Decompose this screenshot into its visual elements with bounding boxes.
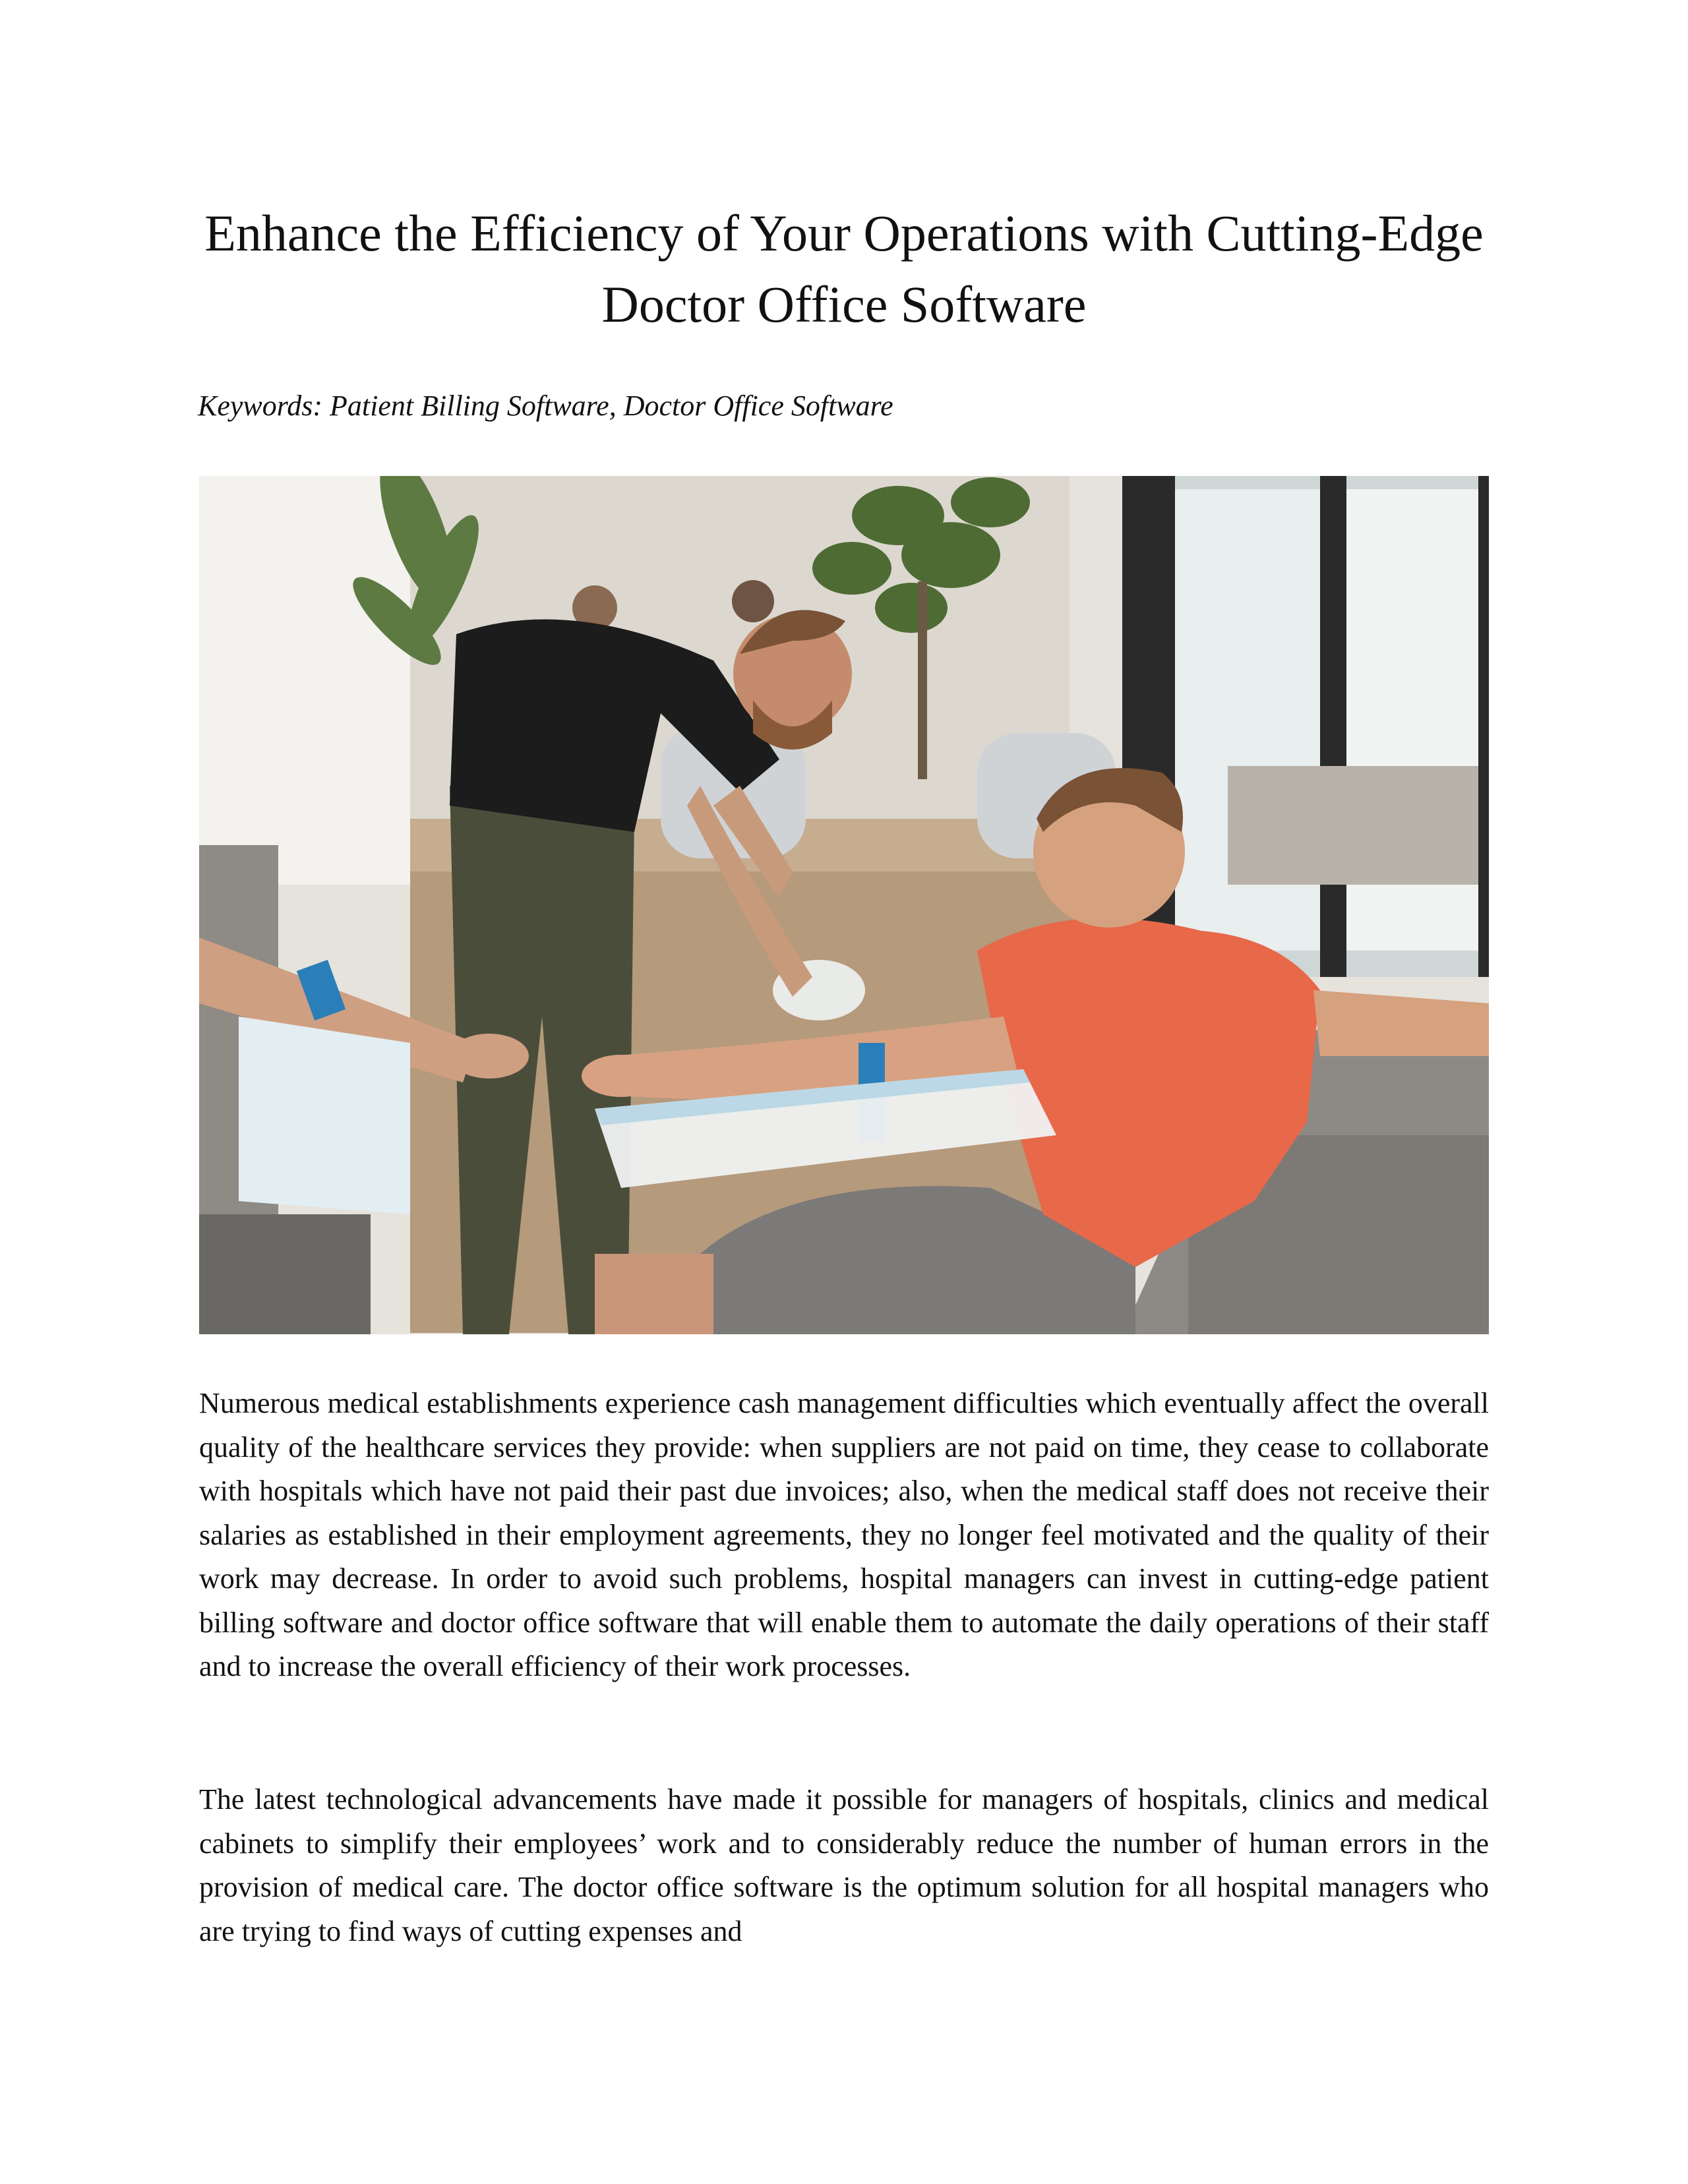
keywords-value: Patient Billing Software, Doctor Office Software [330, 390, 893, 422]
keywords-label: Keywords: [198, 390, 323, 422]
article-photo [199, 476, 1489, 1334]
body-paragraph-1: Numerous medical establishments experience cash management difficulties which eventually affect the overall quality of the healthcare services they provide: when suppliers are not paid on time, they cease to collaborate with hospitals which have not paid their past due invoices; also, when the medical staff does not receive their salaries as established in their employment agreements, they no longer feel motivated and the quality of their work may decrease. In order to avoid such problems, hospital managers can invest in cutting-edge patient billing software and doctor office software that will enable them to automate the daily operations of their staff and to increase the overall efficiency of their work processes. [199, 1387, 1489, 1682]
keywords-line [198, 388, 893, 425]
page-title: Enhance the Efficiency of Your Operations with Cutting-Edge Doctor Office Software [204, 204, 1484, 333]
body-paragraph-2: The latest technological advancements have made it possible for managers of hospitals, clinics and medical cabinets to simplify their employees’ work and to considerably reduce the number of human errors in the provision of medical care. The doctor office software is the optimum solution for all hospital managers who are trying to find ways of cutting expenses and [199, 1783, 1489, 1947]
blood-draw-photo-illustration [199, 476, 1489, 1334]
